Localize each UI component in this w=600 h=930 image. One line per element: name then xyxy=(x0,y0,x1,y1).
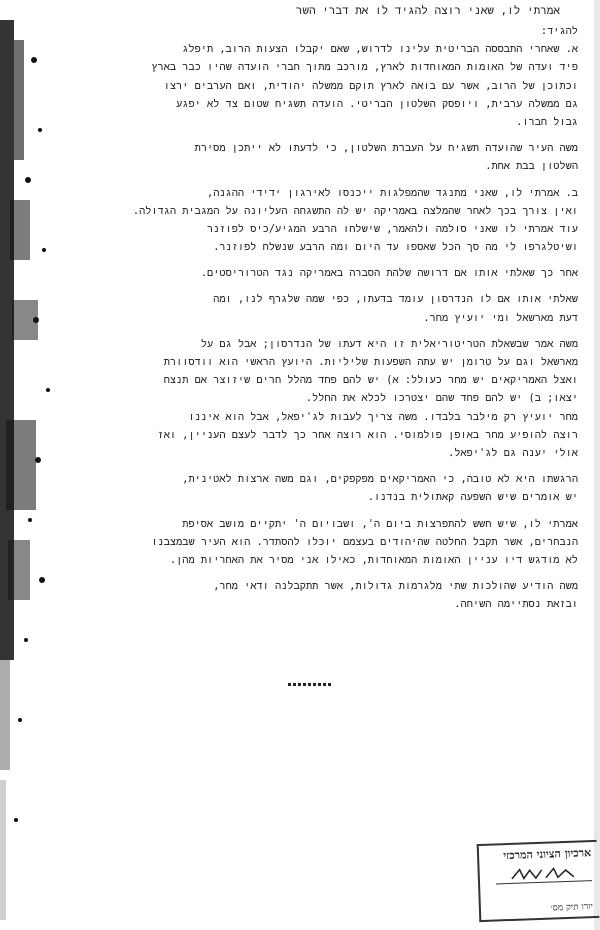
text-line: אחר כך שאלתי אותו אם דרושה שלהת הסברה באמריקה נגד הטרוריסטים. xyxy=(200,267,578,280)
text-line: גבול חברו. xyxy=(516,115,578,128)
text-line: משה אמר שבשאלת הטריטוריאלית זו היא דעתו של הנדרסון; אבל גם על xyxy=(200,337,578,350)
document-top-line: אמרתי לו, שאני רוצה להגיד לו את דברי השר xyxy=(295,4,560,17)
text-line: ב. אמרתי לו, שאני מתנגד שהמפלגות ייכנסו לאירגון ידידי ההגנה, xyxy=(207,186,578,199)
text-line: וכתוכן של הרוב, אשר עם בואה לארץ תוקם ממשלה יהודית, ואם הערבים ירצו xyxy=(163,79,578,92)
text-line: הנבחרים, אשר תקבל החלטה שהיהודים בעצמם יוכלו להסתדר. הוא העיר שבמצבנו xyxy=(151,535,578,548)
archive-stamp xyxy=(477,840,600,922)
scan-edge-right xyxy=(594,0,600,930)
text-line: מחר יועיץ רק מילבר בלבדו. משה צריך לעבות לג'יפאל, אבל הוא איננו xyxy=(188,410,578,423)
text-line: מארשאל וגם על טרומן יש עתה השפעות שליליות. היועץ הראשי הוא וודסוורת xyxy=(163,356,578,368)
text-line: רוצה להופיע מחר באופן פולמוסי. הוא רוצה אחר כך לדבר לעצם העניין, ואז xyxy=(157,428,578,441)
text-line: ואצל האמריקאים יש מחר כעולל: א) יש להם פחד מהלל חרים שיזוצר אם תנצח xyxy=(163,374,578,387)
end-divider xyxy=(288,683,332,686)
stamp-title: ארכיון הציוני המרכזי xyxy=(503,846,592,863)
text-line: ובזאת נסתיימה השיחה. xyxy=(454,598,578,611)
text-line: להגיד: xyxy=(540,25,578,37)
text-line: יצאו; ב) יש להם פחד שהם יצטרכו לכלא את החלל. xyxy=(305,392,578,405)
text-line: ואין צורך בכך לאחר שהמלצה באמריקה יש לה התשגחה העליונה על המגבית הגדולה. xyxy=(132,204,578,217)
text-line: פיד ועדה של האומות המאוחדות לארץ, מורכב מתוך חברי הועדה שהיו כבר בארץ xyxy=(151,61,578,74)
text-line: ושיטלגרפו לי מה סך הכל שאספו עד היום ומה הרבע שנשלח לפוזנר. xyxy=(213,241,578,254)
text-line: השלטון בבת אחת. xyxy=(485,160,578,173)
text-line: אמרתי לו, שיש חשש להתפרצות ביום ה', ושבויום ה' יתקיים מושב אסיפת xyxy=(182,517,578,530)
text-line: משה הודיע שהולכות שתי מלגרמות גדולות, אשר תתקבלנה ודאי מחר, xyxy=(213,580,578,593)
text-line: הרגשתו היא לא טובה, כי האמריקאים מפקפקים, וגם משה ארצות לאטינית, xyxy=(182,473,578,486)
text-line: א. שאחרי התבססה הבריטית עלינו לדרוש, שאם יקבלו הצעות הרוב, תיפלג xyxy=(182,43,578,56)
text-line: אולי יענה גם לג'יפאל. xyxy=(448,446,578,459)
text-line: משה העיר שהועדה תשגיח על העברת השלטון, כי לדעתו לא ייתכן מסירת xyxy=(194,142,578,155)
stamp-label: יורו תיק מס׳ xyxy=(550,902,594,914)
text-line: שאלתי אותו אם לו הנדרסון עומד בדעתו, כפי שמה שלגרף לנו, ומה xyxy=(213,293,578,306)
document-body xyxy=(18,22,578,613)
text-line: דעת מארשאל ומי יועיץ מחר. xyxy=(423,311,578,324)
text-line: עוד אמרתי לו שאני סולמה ולהאמר, שישלחו הרבע המגיע/כיס לפוזנר xyxy=(207,222,578,235)
text-line: יש אומרים שיש השפעה קאתולית בנדנו. xyxy=(367,491,578,504)
text-line: לא מודגש דיו עניין האומות המאוחדות, כאילו אני מסיר את האחריות מהן. xyxy=(169,553,578,566)
text-line: גם ממשלה ערבית, ויופסק השלטון הבריטי. הועדה תשגיח שטום צד לא יפגע xyxy=(176,97,578,110)
